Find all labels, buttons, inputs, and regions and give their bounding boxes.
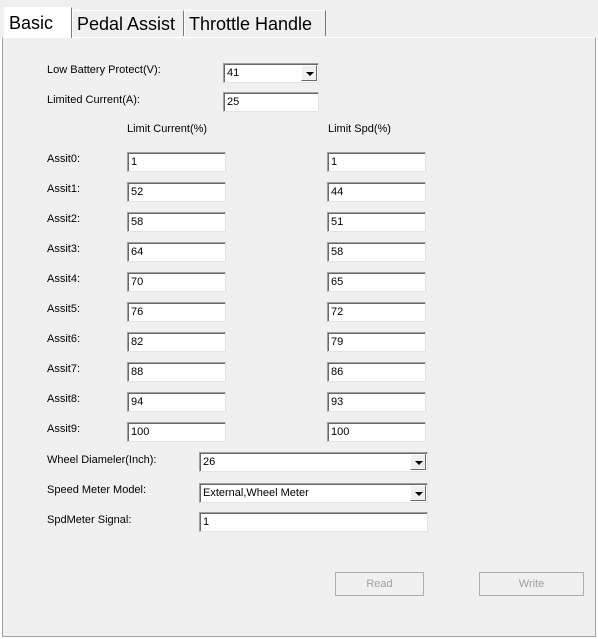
assist-current-input[interactable]: 94 — [127, 392, 226, 412]
assist-label: Assit6: — [47, 333, 81, 345]
low-battery-select[interactable] — [223, 63, 319, 83]
chevron-down-icon — [415, 461, 423, 465]
wheel-diameter-label: Wheel Diameler(Inch): — [47, 454, 157, 466]
limit-current-header: Limit Current(%) — [127, 123, 208, 135]
speed-meter-signal-label: SpdMeter Signal: — [47, 514, 132, 526]
tab-throttle-handle[interactable]: Throttle Handle — [184, 10, 326, 36]
read-button[interactable]: Read — [335, 572, 424, 596]
assist-speed-input[interactable]: 44 — [327, 182, 426, 202]
assist-current-input[interactable]: 1 — [127, 152, 226, 172]
speed-meter-signal-input[interactable]: 1 — [199, 512, 428, 532]
speed-meter-model-value: External,Wheel Meter — [203, 487, 309, 499]
low-battery-dropdown-button[interactable] — [301, 65, 317, 81]
assist-speed-input[interactable]: 51 — [327, 212, 426, 232]
assist-current-input[interactable]: 58 — [127, 212, 226, 232]
chevron-down-icon — [306, 72, 314, 76]
wheel-diameter-select[interactable] — [199, 452, 428, 472]
basic-tab-page — [2, 37, 596, 637]
low-battery-label: Low Battery Protect(V): — [47, 64, 161, 76]
speed-meter-model-label: Speed Meter Model: — [47, 484, 147, 496]
assist-speed-input[interactable]: 86 — [327, 362, 426, 382]
chevron-down-icon — [415, 492, 423, 496]
assist-current-input[interactable]: 70 — [127, 272, 226, 292]
limited-current-label: Limited Current(A): — [47, 94, 140, 106]
assist-label: Assit8: — [47, 393, 81, 405]
assist-speed-input[interactable]: 79 — [327, 332, 426, 352]
assist-current-input[interactable]: 76 — [127, 302, 226, 322]
assist-speed-input[interactable]: 93 — [327, 392, 426, 412]
assist-speed-input[interactable]: 72 — [327, 302, 426, 322]
assist-speed-input[interactable]: 65 — [327, 272, 426, 292]
write-button[interactable]: Write — [479, 572, 584, 596]
assist-label: Assit9: — [47, 423, 81, 435]
assist-speed-input[interactable]: 1 — [327, 152, 426, 172]
limited-current-input[interactable]: 25 — [223, 92, 319, 112]
low-battery-value: 41 — [227, 67, 240, 79]
tab-strip — [0, 0, 598, 38]
assist-label: Assit3: — [47, 243, 81, 255]
assist-current-input[interactable]: 82 — [127, 332, 226, 352]
speed-meter-model-select[interactable] — [199, 483, 428, 503]
assist-label: Assit2: — [47, 213, 81, 225]
wheel-diameter-dropdown-button[interactable] — [410, 454, 426, 470]
assist-label: Assit0: — [47, 153, 81, 165]
assist-current-input[interactable]: 64 — [127, 242, 226, 262]
assist-label: Assit5: — [47, 303, 81, 315]
limit-speed-header: Limit Spd(%) — [328, 123, 391, 135]
assist-label: Assit1: — [47, 183, 81, 195]
assist-speed-input[interactable]: 58 — [327, 242, 426, 262]
assist-label: Assit7: — [47, 363, 81, 375]
assist-current-input[interactable]: 52 — [127, 182, 226, 202]
tab-pedal-assist[interactable]: Pedal Assist — [72, 10, 184, 36]
wheel-diameter-value: 26 — [203, 456, 216, 468]
speed-meter-model-dropdown-button[interactable] — [410, 485, 426, 501]
assist-current-input[interactable]: 100 — [127, 422, 226, 442]
assist-speed-input[interactable]: 100 — [327, 422, 426, 442]
assist-label: Assit4: — [47, 273, 81, 285]
assist-current-input[interactable]: 88 — [127, 362, 226, 382]
tab-basic[interactable]: Basic — [4, 7, 72, 38]
